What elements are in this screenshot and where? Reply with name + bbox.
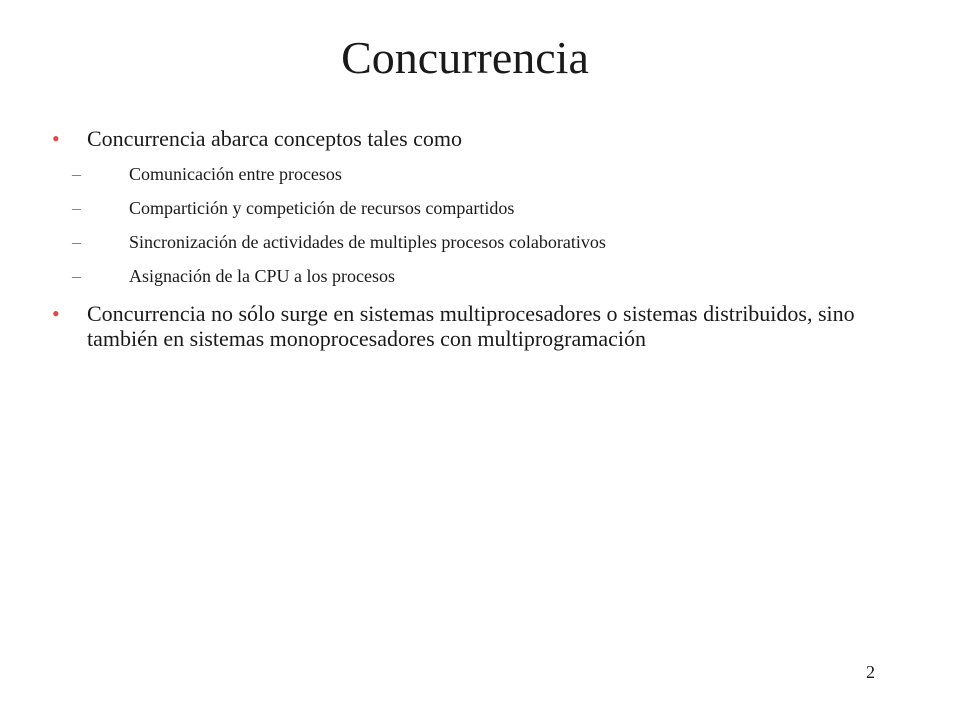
sub-bullet-item bbox=[48, 231, 888, 253]
bullet-marker: • bbox=[52, 126, 60, 151]
sub-bullet-text: Asignación de la CPU a los procesos bbox=[129, 266, 395, 286]
sub-bullet-marker: – bbox=[72, 164, 81, 184]
sub-bullet-text: Comunicación entre procesos bbox=[129, 164, 342, 184]
bullet-item bbox=[48, 126, 888, 151]
sub-bullet-marker: – bbox=[72, 266, 81, 286]
slide-content bbox=[48, 126, 888, 363]
sub-bullet-list bbox=[48, 163, 888, 287]
slide-title: Concurrencia bbox=[341, 32, 589, 83]
bullet-text: Concurrencia abarca conceptos tales como bbox=[87, 126, 463, 151]
sub-bullet-marker: – bbox=[72, 198, 81, 218]
bullet-text: Concurrencia no sólo surge en sistemas multiprocesadores o sistemas distribuidos, sino también en sistemas monoprocesadores con multiprogramación bbox=[87, 301, 855, 351]
bullet-marker: • bbox=[52, 301, 60, 326]
sub-bullet-item bbox=[48, 197, 888, 219]
sub-bullet-item bbox=[48, 163, 888, 185]
page-number: 2 bbox=[866, 662, 875, 682]
bullet-item bbox=[48, 301, 888, 351]
sub-bullet-text: Compartición y competición de recursos compartidos bbox=[129, 198, 515, 218]
sub-bullet-text: Sincronización de actividades de multiples procesos colaborativos bbox=[129, 232, 606, 252]
sub-bullet-item bbox=[48, 265, 888, 287]
sub-bullet-marker: – bbox=[72, 232, 81, 252]
